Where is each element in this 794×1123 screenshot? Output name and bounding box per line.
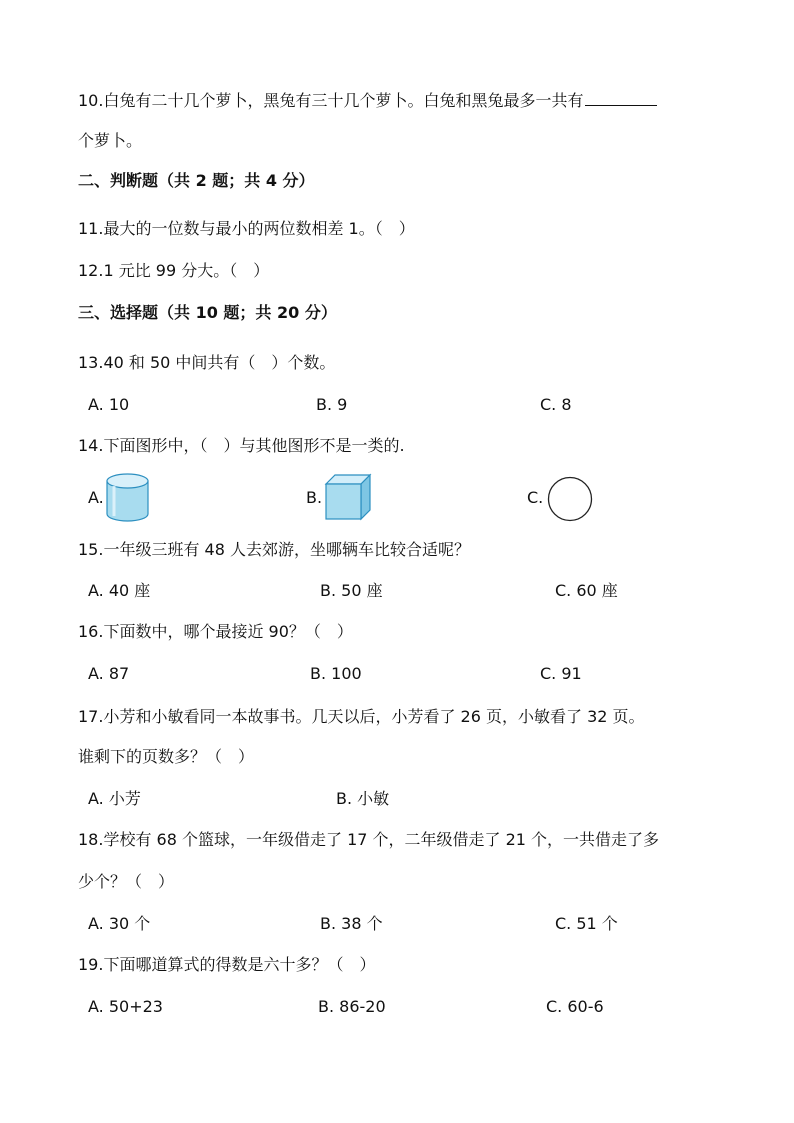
question-15: 15.一年级三班有 48 人去郊游，坐哪辆车比较合适呢？ [78,540,470,559]
question-13: 13.40 和 50 中间共有（ ）个数。 [78,353,336,372]
question-18: 18.学校有 68 个篮球，一年级借走了 17 个，二年级借走了 21 个，一共借走了多 [78,830,660,849]
question-12: 12.1 元比 99 分大。（ ） [78,261,270,280]
section-heading-judgement: 二、判断题（共 2 题；共 4 分） [78,171,315,190]
cube-icon [323,472,373,522]
question-10 [78,88,657,112]
option-c[interactable]: C. 51 个 [555,914,618,933]
question-16: 16.下面数中，哪个最接近 90？（ ） [78,622,353,641]
cylinder-icon [104,472,152,524]
answer-blank[interactable] [585,88,657,106]
option-a[interactable]: A. 10 [88,395,130,414]
option-b[interactable]: B. 38 个 [320,914,383,933]
question-18-continuation: 少个？（ ） [78,872,175,891]
option-a[interactable]: A. 50+23 [88,997,163,1016]
question-17: 17.小芳和小敏看同一本故事书。几天以后，小芳看了 26 页，小敏看了 32 页。 [78,707,645,726]
option-a[interactable]: A. [88,488,104,507]
option-c[interactable]: C. 91 [540,664,582,683]
option-c[interactable]: C. 60 座 [555,581,618,600]
question-10-text: 10.白兔有二十几个萝卜，黑兔有三十几个萝卜。白兔和黑兔最多一共有 [78,91,584,110]
option-c[interactable]: C. 8 [540,395,572,414]
option-c[interactable]: C. [527,488,544,507]
question-17-continuation: 谁剩下的页数多？（ ） [78,747,255,766]
question-14: 14.下面图形中，（ ）与其他图形不是一类的. [78,436,405,455]
option-b[interactable]: B. 100 [310,664,362,683]
option-c[interactable]: C. 60-6 [546,997,604,1016]
option-b[interactable]: B. 9 [316,395,348,414]
option-a[interactable]: A. 小芳 [88,789,141,808]
question-10-continuation: 个萝卜。 [78,131,143,150]
question-11: 11.最大的一位数与最小的两位数相差 1。（ ） [78,219,415,238]
option-a[interactable]: A. 87 [88,664,130,683]
option-a[interactable]: A. 40 座 [88,581,151,600]
option-b[interactable]: B. 小敏 [336,789,390,808]
question-19: 19.下面哪道算式的得数是六十多？（ ） [78,955,376,974]
option-a[interactable]: A. 30 个 [88,914,151,933]
option-b[interactable]: B. [306,488,323,507]
circle-icon [546,475,594,523]
option-b[interactable]: B. 50 座 [320,581,383,600]
section-heading-choice: 三、选择题（共 10 题；共 20 分） [78,303,337,322]
option-b[interactable]: B. 86-20 [318,997,386,1016]
